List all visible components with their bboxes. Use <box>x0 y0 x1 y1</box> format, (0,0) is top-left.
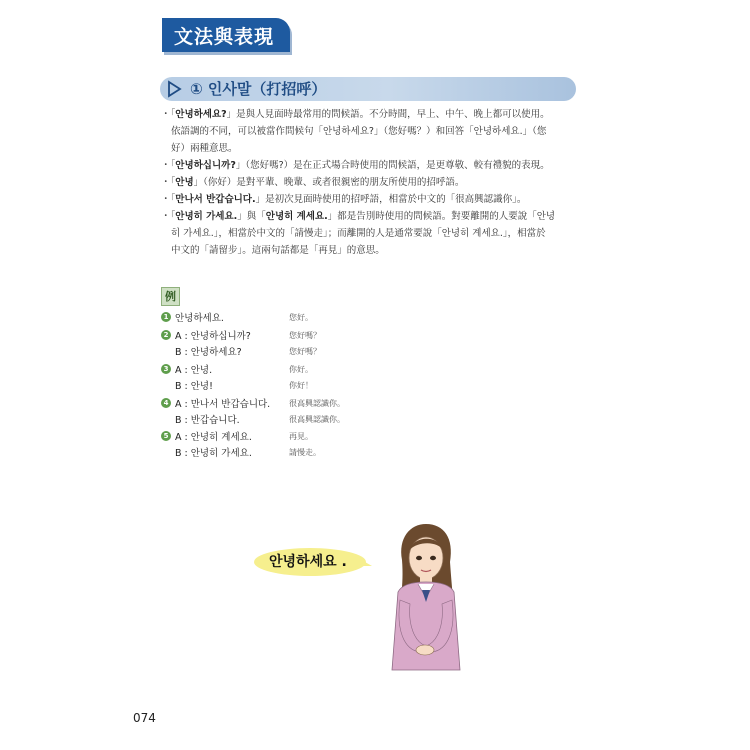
example-number: 5 <box>161 431 171 441</box>
example-korean: A : 안녕하십니까? <box>175 331 251 342</box>
header-title: 文法與表現 <box>174 26 275 48</box>
bullet-5-line-2: 히 가세요.」，相當於中文的「請慢走」；而離開的人是通常要說「안녕히 계세요.」，相當於 <box>171 228 546 239</box>
example-label: 例 <box>161 287 180 306</box>
example-chinese: 您好嗎？ <box>289 347 321 356</box>
example-chinese: 再見。 <box>289 432 313 441</box>
example-korean: A : 안녕. <box>175 365 213 376</box>
example-chinese: 很高興認識你。 <box>289 399 345 408</box>
example-korean: B : 안녕히 가세요. <box>175 448 252 459</box>
section-title: ① 인사말（打招呼） <box>190 80 327 98</box>
bullet-1-line-2: 依語調的不同，可以被當作問候句「안녕하세요?」（您好嗎？）和回答「안녕하세요.」（您 <box>171 126 547 137</box>
example-korean: A : 만나서 반갑습니다. <box>175 399 271 410</box>
example-number: 2 <box>161 330 171 340</box>
girl-illustration <box>380 520 470 675</box>
bullet-1: ・「안녕하세요?」是與人見面時最常用的問候語。不分時間，早上、中午、晚上都可以使用。 <box>161 109 550 120</box>
bullet-1-line-3: 好）兩種意思。 <box>171 143 238 154</box>
example-chinese: 您好。 <box>289 313 313 322</box>
example-number: 3 <box>161 364 171 374</box>
example-korean: B : 안녕! <box>175 381 213 392</box>
header-tab <box>162 18 290 52</box>
example-korean: 안녕하세요. <box>175 313 224 324</box>
example-number: 4 <box>161 398 171 408</box>
example-chinese: 請慢走。 <box>289 448 321 457</box>
example-number: 1 <box>161 312 171 322</box>
section-bar <box>160 77 576 101</box>
play-arrow-icon <box>164 79 184 99</box>
bullet-2: ・「안녕하십니까?」（您好嗎?）是在正式場合時使用的問候語，是更尊敬、較有禮貌的表現。 <box>161 160 550 171</box>
example-chinese: 您好嗎？ <box>289 331 321 340</box>
page-number: 074 <box>133 711 156 725</box>
bullet-5: ・「안녕히 가세요.」與「안녕히 계세요.」都是告別時使用的問候語。對要離開的人要說「안녕 <box>161 211 556 222</box>
example-chinese: 很高興認識你。 <box>289 415 345 424</box>
example-korean: B : 안녕하세요? <box>175 347 242 358</box>
example-chinese: 你好！ <box>289 381 313 390</box>
bullet-5-line-3: 中文的「請留步」。這兩句話都是「再見」的意思。 <box>171 245 385 256</box>
bullet-4: ・「만나서 반갑습니다.」是初次見面時使用的招呼語，相當於中文的「很高興認識你」。 <box>161 194 527 205</box>
bullet-3: ・「안녕」（你好）是對平輩、晚輩、或者很親密的朋友所使用的招呼語。 <box>161 177 465 188</box>
speech-bubble-text: 안녕하세요 . <box>269 554 347 570</box>
example-korean: A : 안녕히 계세요. <box>175 432 252 443</box>
example-korean: B : 반갑습니다. <box>175 415 240 426</box>
example-chinese: 你好。 <box>289 365 313 374</box>
